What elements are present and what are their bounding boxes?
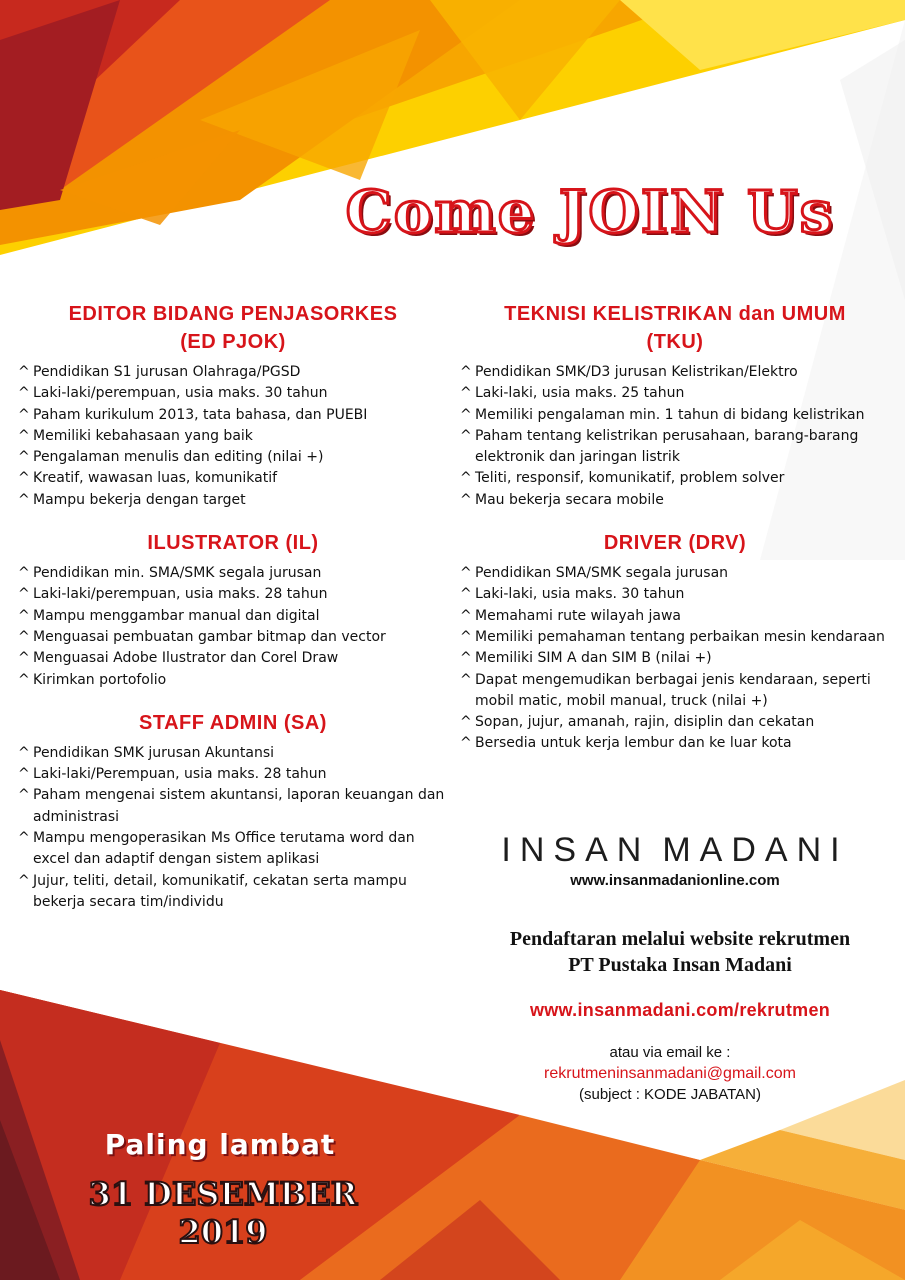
deadline-date: 31 DESEMBER 2019 [88,1175,358,1251]
job-ilustrator [18,529,448,691]
job-title-line1: STAFF ADMIN (SA) [139,711,327,734]
requirement-item: ^ Paham mengenai sistem akuntansi, laporan keuangan dan administrasi [18,787,445,825]
caret-icon: ^ [460,385,472,402]
registration-line2: PT Pustaka Insan Madani [568,954,792,976]
requirement-item: ^ Pendidikan SMA/SMK segala jurusan [460,563,890,584]
recruitment-url[interactable]: www.insanmadani.com/rekrutmen [529,1000,831,1020]
requirement-item: ^ Jujur, teliti, detail, komunikatif, cekatan serta mampu bekerja secara tim/individu [18,872,407,910]
job-title [460,300,890,356]
company-logo [501,830,849,889]
caret-icon: ^ [460,406,472,423]
job-editor-pjok [18,300,448,511]
caret-icon: ^ [460,650,472,667]
requirement-list [18,743,448,913]
requirement-item: ^ Menguasai pembuatan gambar bitmap dan vector [18,627,448,648]
registration-info [470,926,890,978]
requirement-item: ^ Laki-laki, usia maks. 30 tahun [460,584,890,605]
caret-icon: ^ [18,491,30,508]
job-title-line1: EDITOR BIDANG PENJASORKES [68,303,398,325]
left-column [18,300,448,931]
requirement-item: ^ Pengalaman menulis dan editing (nilai +) [18,447,448,468]
job-title-line1: DRIVER (DRV) [603,532,747,555]
job-title-line2: (TKU) [646,331,704,353]
job-title-line1: ILUSTRATOR (IL) [147,532,319,555]
caret-icon: ^ [18,385,30,402]
deadline-label: Paling lambat [104,1128,336,1161]
logo-website[interactable]: www.insanmadanionline.com [570,872,780,889]
requirement-item: ^ Pendidikan SMK/D3 jurusan Kelistrikan/Elektro [460,362,890,383]
job-driver [460,529,890,755]
requirement-list [18,563,448,691]
caret-icon: ^ [460,427,472,444]
requirement-item: ^ Memahami rute wilayah jawa [460,606,890,627]
requirement-item: ^ Pendidikan min. SMA/SMK segala jurusan [18,563,448,584]
caret-icon: ^ [460,586,472,603]
requirement-item: ^ Kirimkan portofolio [18,670,448,691]
requirement-item: ^ Teliti, responsif, komunikatif, problem solver [460,468,890,489]
caret-icon: ^ [460,735,472,752]
requirement-item: ^ Sopan, jujur, amanah, rajin, disiplin dan cekatan [460,712,890,733]
caret-icon: ^ [460,714,472,731]
requirement-item: ^ Paham tentang kelistrikan perusahaan, barang-barang elektronik dan jaringan listrik [460,427,859,466]
caret-icon: ^ [460,470,472,487]
caret-icon: ^ [18,449,30,466]
caret-icon: ^ [18,406,30,423]
logo-word-left: INSAN [501,830,651,869]
job-title-line2: (ED PJOK) [180,331,286,353]
job-title [460,529,890,557]
job-teknisi-kelistrikan [460,300,890,511]
requirement-list [18,362,448,511]
caret-icon: ^ [18,628,30,645]
job-staff-admin [18,709,448,913]
caret-icon: ^ [460,565,472,582]
caret-icon: ^ [18,872,30,889]
caret-icon: ^ [18,565,30,582]
caret-icon: ^ [18,744,30,761]
job-title [18,529,448,557]
requirement-item: ^ Memiliki SIM A dan SIM B (nilai +) [460,648,890,669]
job-title [18,709,448,737]
requirement-item: ^ Memiliki pengalaman min. 1 tahun di bidang kelistrikan [460,405,890,426]
caret-icon: ^ [18,586,30,603]
requirement-item: ^ Laki-laki, usia maks. 25 tahun [460,383,890,404]
caret-icon: ^ [18,427,30,444]
caret-icon: ^ [460,491,472,508]
requirement-item: ^ Kreatif, wawasan luas, komunikatif [18,468,448,489]
headline: Come JOIN Us [345,178,835,246]
right-column [460,300,890,773]
requirement-item: ^ Mampu mengoperasikan Ms Office terutama word dan excel dan adaptif dengan sistem aplikasi [18,830,415,868]
job-title [18,300,448,356]
caret-icon: ^ [18,830,30,847]
requirement-item: ^ Mampu bekerja dengan target [18,490,448,511]
requirement-item: ^ Dapat mengemudikan berbagai jenis kendaraan, seperti mobil matic, mobil manual, truck (nilai +) [460,671,871,709]
caret-icon: ^ [18,364,30,380]
requirement-item: ^ Paham kurikulum 2013, tata bahasa, dan PUEBI [18,405,448,426]
requirement-item: ^ Bersedia untuk kerja lembur dan ke luar kota [460,733,890,754]
caret-icon: ^ [460,671,472,688]
caret-icon: ^ [18,766,30,783]
requirement-item: ^ Laki-laki/perempuan, usia maks. 30 tahun [18,383,448,404]
caret-icon: ^ [460,607,472,624]
requirement-list [460,362,890,511]
email-intro: atau via email ke : [609,1044,731,1061]
requirement-item: ^ Memiliki kebahasaan yang baik [18,426,448,447]
job-title-line1: TEKNISI KELISTRIKAN dan UMUM [504,303,846,325]
caret-icon: ^ [18,607,30,624]
requirement-item: ^ Pendidikan SMK jurusan Akuntansi [18,743,448,764]
caret-icon: ^ [18,787,30,804]
caret-icon: ^ [460,364,472,380]
requirement-item: ^ Menguasai Adobe Ilustrator dan Corel Draw [18,648,448,669]
caret-icon: ^ [18,470,30,487]
requirement-list [460,563,890,755]
requirement-item: ^ Pendidikan S1 jurusan Olahraga/PGSD [18,362,448,383]
email-address[interactable]: rekrutmeninsanmadani@gmail.com [544,1065,796,1082]
requirement-item: ^ Laki-laki/Perempuan, usia maks. 28 tahun [18,764,448,785]
requirement-item: ^ Laki-laki/perempuan, usia maks. 28 tahun [18,584,448,605]
email-subject: (subject : KODE JABATAN) [579,1086,761,1103]
requirement-item: ^ Memiliki pemahaman tentang perbaikan mesin kendaraan [460,627,890,648]
caret-icon: ^ [18,671,30,688]
caret-icon: ^ [460,628,472,645]
requirement-item: ^ Mampu menggambar manual dan digital [18,606,448,627]
logo-word-right: MADANI [662,830,849,869]
email-info [470,1042,870,1105]
registration-line1: Pendaftaran melalui website rekrutmen [509,928,851,950]
requirement-item: ^ Mau bekerja secara mobile [460,490,890,511]
caret-icon: ^ [18,650,30,667]
